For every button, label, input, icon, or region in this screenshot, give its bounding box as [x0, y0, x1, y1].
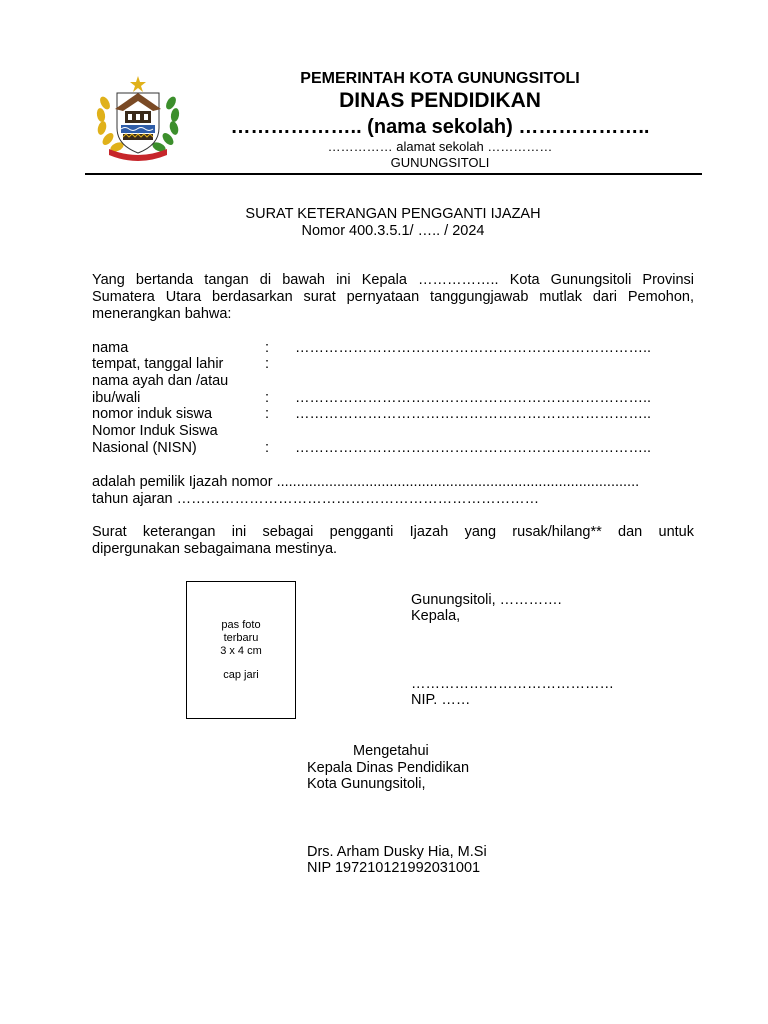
intro-line-3: menerangkan bahwa: [92, 306, 232, 322]
intro-line-2: Sumatera Utara berdasarkan surat pernyataan tanggungjawab mutlak dari Pemohon, [92, 289, 694, 305]
acknowledgement-role-city: Kota Gunungsitoli, [307, 776, 426, 792]
field-label-nisn: Nomor Induk Siswa [92, 423, 218, 439]
field-label-nisn-cont: Nasional (NISN) [92, 440, 197, 456]
intro-line-1: Yang bertanda tangan di bawah ini Kepala …………….. Kota Gunungsitoli Provinsi [92, 272, 694, 288]
field-label-ortu: nama ayah dan /atau [92, 373, 229, 389]
field-colon: : [265, 406, 270, 422]
document-number: Nomor 400.3.5.1/ ….. / 2024 [301, 223, 485, 239]
acknowledgement-role: Kepala Dinas Pendidikan [307, 760, 470, 776]
signature-name-placeholder: …………………………………… [411, 676, 614, 692]
statement-line-1: Surat keterangan ini sebagai pengganti Ijazah yang rusak/hilang** dan untuk [92, 524, 694, 540]
field-colon: : [265, 390, 270, 406]
academic-year-line: tahun ajaran ………………………………………………………………… [92, 491, 540, 507]
field-label-ttl: tempat, tanggal lahir [92, 356, 224, 372]
ijazah-number-line: adalah pemilik Ijazah nomor .......................................................................................... [92, 474, 640, 490]
field-colon: : [265, 340, 270, 356]
header-department-line: DINAS PENDIDIKAN [339, 89, 541, 112]
statement-line-2: dipergunakan sebagaimana mestinya. [92, 541, 338, 557]
field-colon: : [265, 440, 270, 456]
header-divider [85, 173, 702, 175]
signature-role: Kepala, [411, 608, 461, 624]
header-government-line: PEMERINTAH KOTA GUNUNGSITOLI [300, 70, 580, 87]
header-school-address: …………… alamat sekolah …………… [327, 139, 553, 154]
city-emblem-icon [95, 73, 181, 161]
acknowledgement-nip: NIP 197210121992031001 [307, 860, 481, 876]
field-value-dots: ……………………………………………………………….. [295, 390, 652, 406]
photo-size-label: 3 x 4 cm [220, 645, 262, 657]
photo-label: pas foto [221, 619, 261, 631]
photo-label: terbaru [223, 632, 259, 644]
signature-place-date: Gunungsitoli, …………. [411, 592, 562, 608]
field-label-nis: nomor induk siswa [92, 406, 213, 422]
header-school-name: ……………….. (nama sekolah) ……………….. [230, 116, 650, 138]
header-city: GUNUNGSITOLI [390, 155, 490, 170]
field-label-ortu-cont: ibu/wali [92, 390, 141, 406]
field-label-nama: nama [92, 340, 129, 356]
field-value-dots: ……………………………………………………………….. [295, 440, 652, 456]
acknowledgement-label: Mengetahui [353, 743, 429, 759]
acknowledgement-name: Drs. Arham Dusky Hia, M.Si [307, 844, 487, 860]
field-value-dots: ……………………………………………………………….. [295, 406, 652, 422]
document-title: SURAT KETERANGAN PENGGANTI IJAZAH [245, 206, 541, 222]
fingerprint-label: cap jari [223, 669, 259, 681]
field-colon: : [265, 356, 270, 372]
signature-nip: NIP. …… [411, 692, 471, 708]
field-value-dots: ……………………………………………………………….. [295, 340, 652, 356]
